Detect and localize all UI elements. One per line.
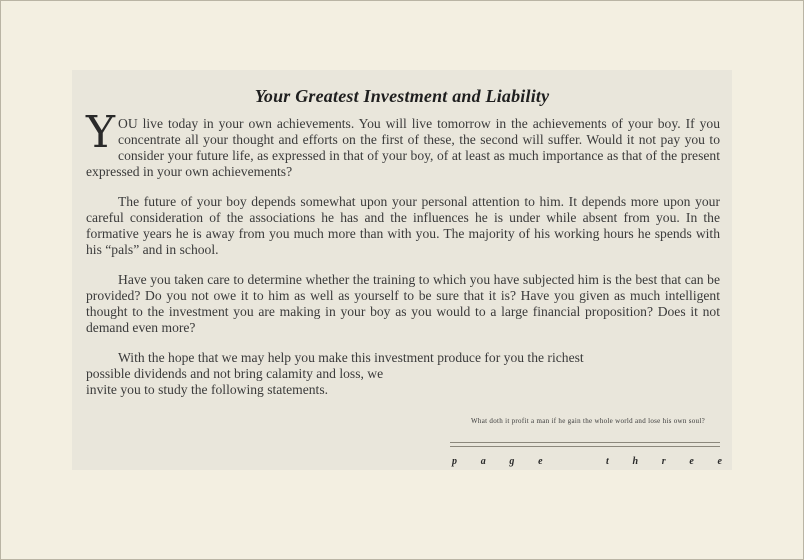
paragraph-4-line-1: With the hope that we may help you make this investment produce for you the richest: [118, 350, 584, 365]
page-title: Your Greatest Investment and Liability: [254, 86, 550, 106]
footer-letter: t: [605, 456, 609, 467]
footer-letter: p: [452, 456, 457, 467]
paragraph-4-rest: possible dividends and not bring calamity and loss, we invite you to study the following statements.: [86, 366, 384, 397]
page-number-footer: [452, 456, 722, 467]
paragraph-1-text: OU live today in your own achievements. You will live tomorrow in the achievements of your boy. If you concentrate all your thought and efforts on the first of these, the second will suffer. Would it not pay you to consider your future life, as expressed in that of your boy, of at least as much importance as that of the present expressed in your own achievements?: [86, 116, 720, 179]
footer-letter: a: [480, 456, 486, 467]
paragraph-1: [86, 107, 720, 180]
bible-quote: What doth it profit a man if he gain the whole world and lose his own soul?: [470, 417, 705, 425]
drop-cap-letter: Y: [86, 107, 116, 158]
divider-bottom: [450, 446, 720, 447]
footer-word-gap: [566, 456, 582, 467]
body-text: [86, 107, 720, 412]
footer-letter: g: [509, 456, 515, 467]
footer-letter: e: [538, 456, 543, 467]
divider-top: [450, 442, 720, 443]
footer-letter: r: [661, 456, 666, 467]
footer-letter: e: [717, 456, 722, 467]
paragraph-3: Have you taken care to determine whether the training to which you have subjected him is the best that can be provided? Do you not owe it to him as well as yourself to be sure that it is? Have you given as much intelligent thought to the investment you are making in your boy as you would to a large financial proposition? Does it not demand even more?: [86, 272, 720, 335]
footer-letter: e: [689, 456, 694, 467]
paragraph-2: The future of your boy depends somewhat upon your personal attention to him. It depends more upon your careful consideration of the associations he has and the influences he is under while absent from you. In the formative years he is away from you much more than with you. The majority of his working hours he spends with his “pals” and in school.: [86, 194, 720, 257]
footer-letter: h: [632, 456, 639, 467]
